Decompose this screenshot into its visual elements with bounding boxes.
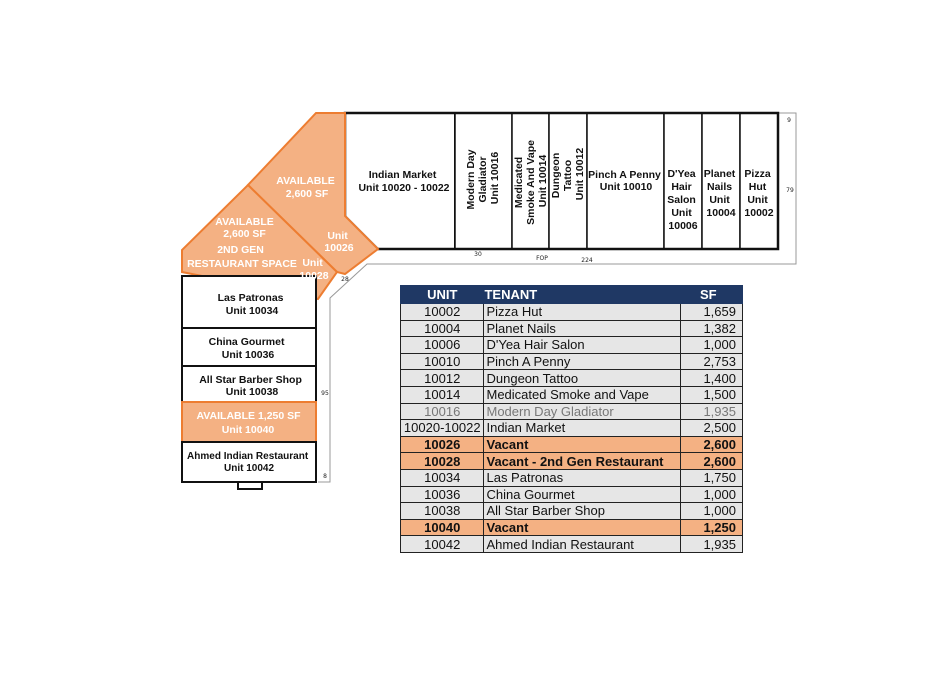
cell-tenant: D'Yea Hair Salon <box>484 337 680 354</box>
cell-unit: 10020-10022 <box>401 420 484 437</box>
table-row <box>401 320 743 337</box>
cell-tenant: All Star Barber Shop <box>484 503 680 520</box>
unit-10036-label: China Gourmet Unit 10036 <box>208 336 285 361</box>
unit-10028-available-label: AVAILABLE 2,600 SF 2ND GEN RESTAURANT SPACE <box>187 216 297 270</box>
header-tenant: TENANT <box>484 286 680 304</box>
unit-10042-label: Ahmed Indian Restaurant Unit 10042 <box>187 451 309 474</box>
cell-sf: 1,500 <box>680 386 742 403</box>
table-row <box>401 370 743 387</box>
table-row <box>401 486 743 503</box>
cell-tenant: China Gourmet <box>484 486 680 503</box>
dim-28: 28 <box>341 276 349 283</box>
cell-tenant: Vacant - 2nd Gen Restaurant <box>484 453 680 470</box>
unit-10042-shape[interactable] <box>182 442 316 482</box>
dim-fop: FOP <box>536 255 548 262</box>
cell-tenant: Dungeon Tattoo <box>484 370 680 387</box>
tenant-table <box>400 285 743 553</box>
cell-sf: 2,600 <box>680 436 742 453</box>
cell-unit: 10038 <box>401 503 484 520</box>
dim-8: 8 <box>323 473 327 480</box>
table-row <box>401 403 743 420</box>
unit-10014-label: Medicated Smoke And Vape Unit 10014 <box>513 140 549 225</box>
cell-unit: 10042 <box>401 536 484 553</box>
dim-224: 224 <box>581 257 593 264</box>
unit-10002-label: Pizza Hut Unit 10002 <box>744 168 774 219</box>
unit-10016-label: Modern Day Gladiator Unit 10016 <box>465 149 501 210</box>
cell-unit: 10028 <box>401 453 484 470</box>
cell-sf: 1,935 <box>680 403 742 420</box>
dim-9: 9 <box>787 117 791 124</box>
cell-unit: 10040 <box>401 519 484 536</box>
table-row <box>401 519 743 536</box>
unit-10040-shape[interactable] <box>182 402 316 442</box>
cell-sf: 1,935 <box>680 536 742 553</box>
table-row <box>401 420 743 437</box>
table-row <box>401 536 743 553</box>
cell-tenant: Medicated Smoke and Vape <box>484 386 680 403</box>
unit-10042-notch <box>238 482 262 489</box>
unit-10038-label: All Star Barber Shop Unit 10038 <box>199 374 302 398</box>
table-row <box>401 503 743 520</box>
header-sf: SF <box>680 286 742 304</box>
unit-10026-available-label: AVAILABLE 2,600 SF <box>276 175 335 200</box>
table-row <box>401 304 743 321</box>
cell-unit: 10034 <box>401 469 484 486</box>
cell-tenant: Vacant <box>484 436 680 453</box>
cell-sf: 2,753 <box>680 353 742 370</box>
cell-sf: 1,000 <box>680 503 742 520</box>
cell-unit: 10026 <box>401 436 484 453</box>
unit-10034-label: Las Patronas Unit 10034 <box>217 292 284 317</box>
table-row <box>401 436 743 453</box>
cell-sf: 1,000 <box>680 337 742 354</box>
cell-sf: 1,382 <box>680 320 742 337</box>
dim-30: 30 <box>474 251 482 258</box>
cell-tenant: Pinch A Penny <box>484 353 680 370</box>
cell-sf: 2,500 <box>680 420 742 437</box>
table-row <box>401 337 743 354</box>
unit-10010-label: Pinch A Penny Unit 10010 <box>588 169 661 193</box>
cell-unit: 10002 <box>401 304 484 321</box>
cell-tenant: Modern Day Gladiator <box>484 403 680 420</box>
cell-sf: 1,000 <box>680 486 742 503</box>
unit-10026-id-label: Unit 10026 <box>324 230 354 254</box>
cell-sf: 2,600 <box>680 453 742 470</box>
unit-10040-label: AVAILABLE 1,250 SF Unit 10040 <box>196 410 301 436</box>
dim-95: 95 <box>321 390 329 397</box>
cell-sf: 1,250 <box>680 519 742 536</box>
table-header-row <box>401 286 743 304</box>
dim-79: 79 <box>786 187 794 194</box>
cell-sf: 1,750 <box>680 469 742 486</box>
cell-unit: 10016 <box>401 403 484 420</box>
cell-tenant: Indian Market <box>484 420 680 437</box>
cell-tenant: Pizza Hut <box>484 304 680 321</box>
unit-10012-label: Dungeon Tattoo Unit 10012 <box>550 147 586 201</box>
unit-10020-label: Indian Market Unit 10020 - 10022 <box>358 169 450 194</box>
tenant-rows <box>401 304 743 553</box>
cell-unit: 10014 <box>401 386 484 403</box>
cell-tenant: Las Patronas <box>484 469 680 486</box>
unit-10004-label: Planet Nails Unit 10004 <box>703 168 736 219</box>
unit-10028-id-label: Unit 10028 <box>299 257 329 282</box>
cell-tenant: Ahmed Indian Restaurant <box>484 536 680 553</box>
table-row <box>401 386 743 403</box>
cell-sf: 1,400 <box>680 370 742 387</box>
unit-10020-shape[interactable] <box>345 113 455 249</box>
cell-unit: 10012 <box>401 370 484 387</box>
unit-10006-label: D'Yea Hair Salon Unit 10006 <box>667 168 698 232</box>
header-unit: UNIT <box>401 286 484 304</box>
table-row <box>401 453 743 470</box>
table-row <box>401 353 743 370</box>
cell-unit: 10010 <box>401 353 484 370</box>
cell-unit: 10036 <box>401 486 484 503</box>
cell-tenant: Planet Nails <box>484 320 680 337</box>
cell-unit: 10006 <box>401 337 484 354</box>
cell-tenant: Vacant <box>484 519 680 536</box>
cell-unit: 10004 <box>401 320 484 337</box>
table-row <box>401 469 743 486</box>
cell-sf: 1,659 <box>680 304 742 321</box>
